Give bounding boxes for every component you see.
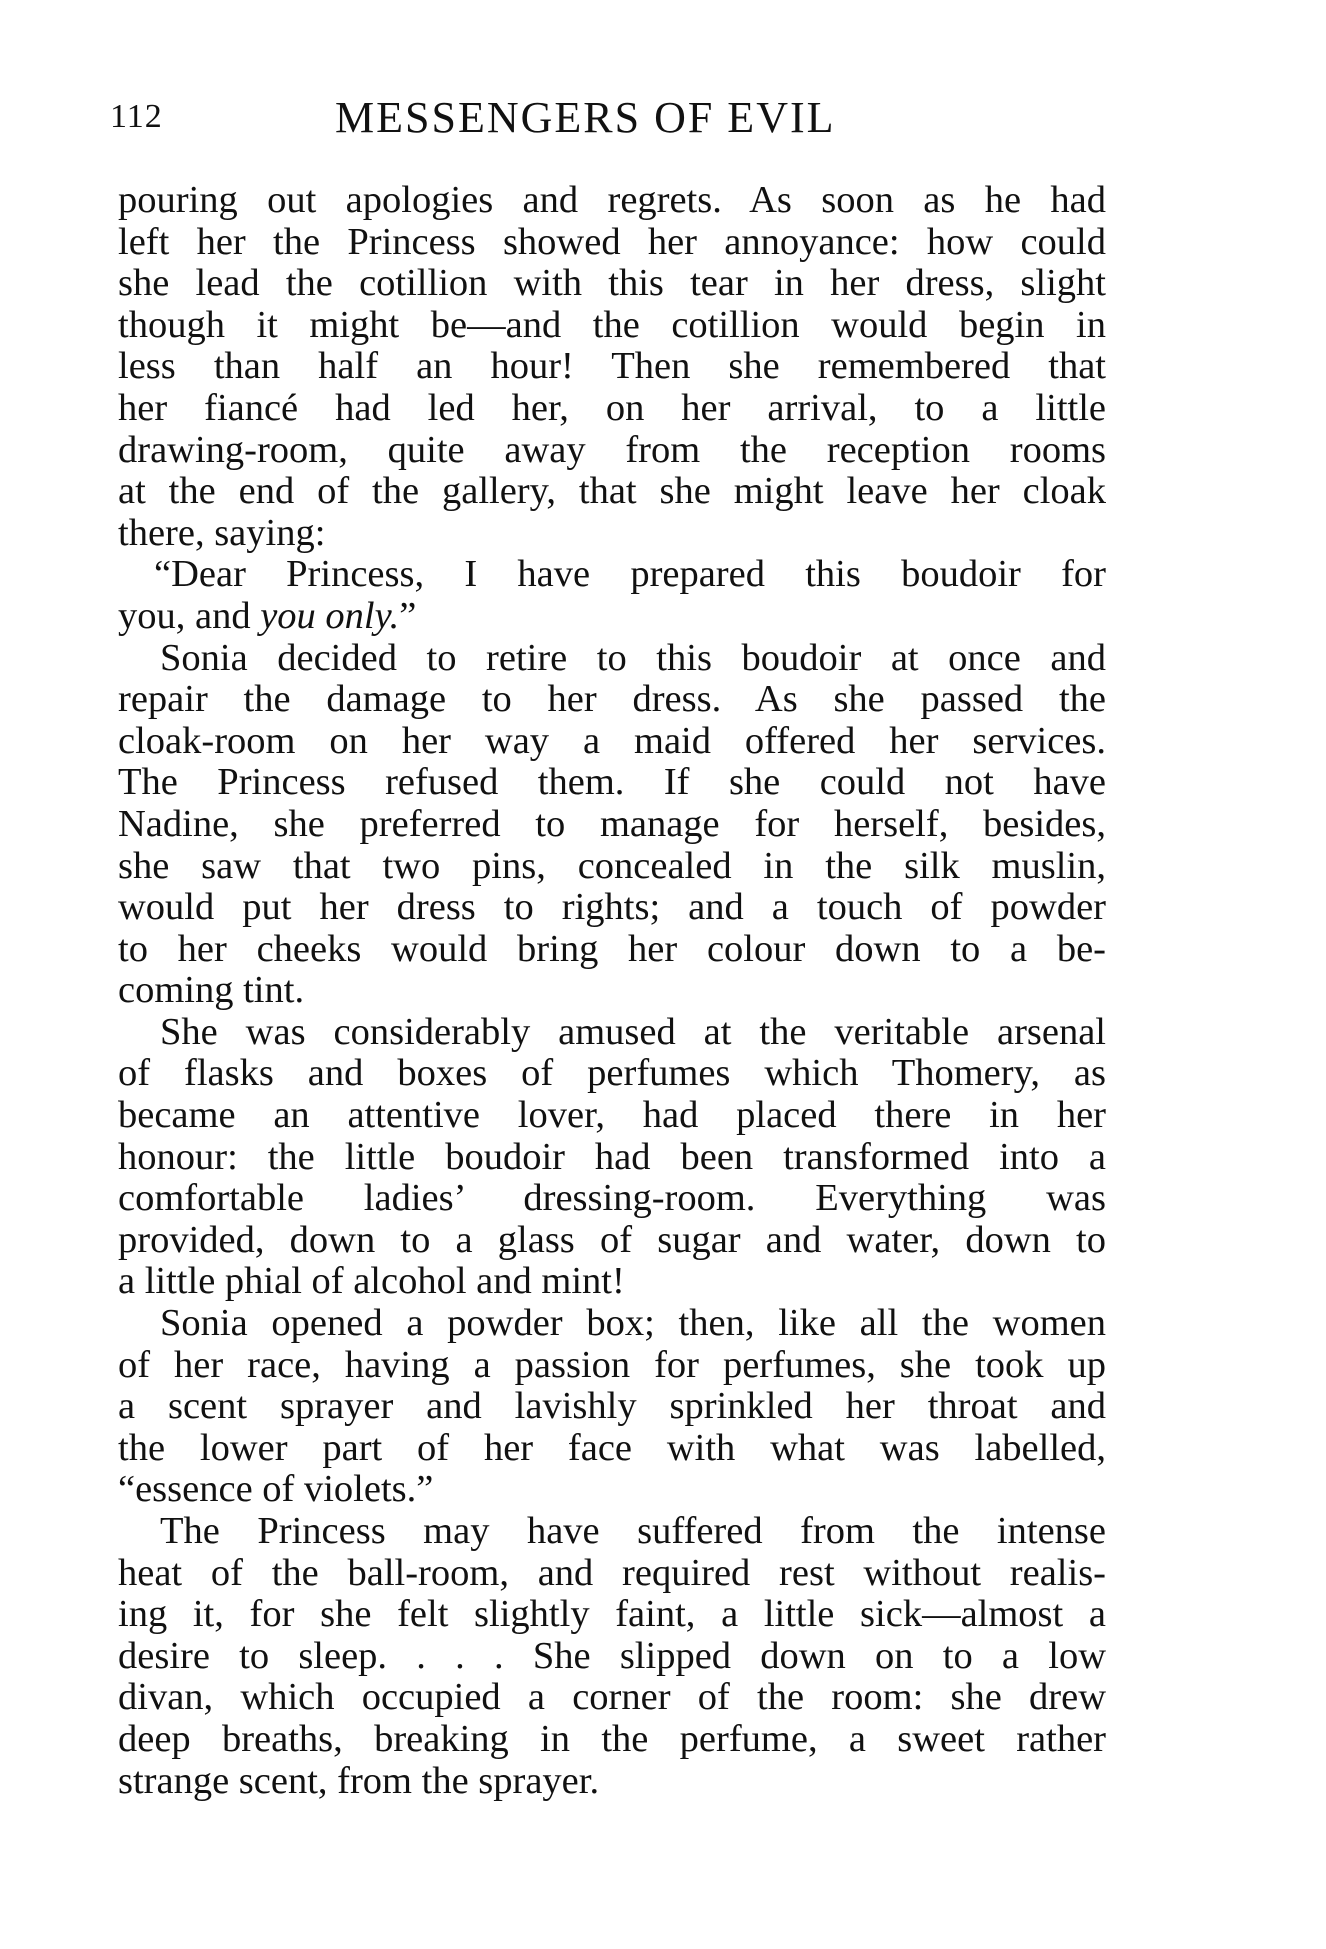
text-line: cloak-room on her way a maid offered her services. <box>118 719 1106 762</box>
page-number: 112 <box>110 98 163 135</box>
text-line: divan, which occupied a corner of the room: she drew <box>118 1676 1106 1719</box>
text-line: there, saying: <box>118 511 326 554</box>
text-line <box>118 596 1106 638</box>
paragraph-first-line: Sonia decided to retire to this boudoir at once and <box>160 636 1106 679</box>
italic-text: you only. <box>260 594 400 637</box>
text-line: left her the Princess showed her annoyance: how could <box>118 220 1106 263</box>
text-line: her fiancé had led her, on her arrival, to a little <box>118 386 1106 429</box>
text-line: pouring out apologies and regrets. As soon as he had <box>118 179 1106 221</box>
text-line: drawing-room, quite away from the reception rooms <box>118 428 1106 471</box>
text-line: deep breaths, breaking in the perfume, a sweet rather <box>118 1717 1106 1760</box>
page-header <box>110 92 1110 142</box>
text-line: The Princess refused them. If she could not have <box>118 761 1106 804</box>
text-line: honour: the little boudoir had been transformed into a <box>118 1135 1106 1178</box>
text-line: coming tint. <box>118 969 305 1012</box>
text-line: strange scent, from the sprayer. <box>118 1759 600 1802</box>
paragraph-first-line: She was considerably amused at the veritable arsenal <box>160 1010 1106 1053</box>
running-title: MESSENGERS OF EVIL <box>335 93 836 142</box>
paragraph-first-line: Sonia opened a powder box; then, like all the women <box>160 1302 1106 1345</box>
text-line: she lead the cotillion with this tear in her dress, slight <box>118 262 1106 305</box>
text-line: “essence of violets.” <box>118 1468 434 1511</box>
text-line: became an attentive lover, had placed there in her <box>118 1094 1106 1137</box>
text-line: to her cheeks would bring her colour down to a be- <box>118 927 1106 970</box>
text-line: a little phial of alcohol and mint! <box>118 1260 625 1303</box>
text-line: repair the damage to her dress. As she passed the <box>118 678 1106 721</box>
text-line: she saw that two pins, concealed in the silk muslin, <box>118 844 1106 887</box>
text-line: at the end of the gallery, that she might leave her cloak <box>118 470 1106 513</box>
text-line: ing it, for she felt slightly faint, a little sick—almost a <box>118 1593 1106 1636</box>
text-line: heat of the ball-room, and required rest without realis- <box>118 1551 1106 1594</box>
text-line: desire to sleep. . . . She slipped down on to a low <box>118 1634 1106 1677</box>
text-run: ” <box>399 594 417 637</box>
text-run: you, and <box>118 594 261 637</box>
text-line: comfortable ladies’ dressing-room. Everything was <box>118 1177 1106 1220</box>
body-text <box>118 180 1106 1802</box>
text-line: provided, down to a glass of sugar and water, down to <box>118 1218 1106 1261</box>
paragraph-first-line: “Dear Princess, I have prepared this boudoir for <box>154 553 1106 596</box>
text-line: less than half an hour! Then she remembered that <box>118 345 1106 388</box>
text-line: though it might be—and the cotillion would begin in <box>118 303 1106 346</box>
text-line: of her race, having a passion for perfumes, she took up <box>118 1343 1106 1386</box>
text-line: the lower part of her face with what was labelled, <box>118 1426 1106 1469</box>
text-line: would put her dress to rights; and a touch of powder <box>118 886 1106 929</box>
text-line: Nadine, she preferred to manage for herself, besides, <box>118 802 1106 845</box>
paragraph-first-line: The Princess may have suffered from the intense <box>160 1510 1106 1552</box>
text-line: of flasks and boxes of perfumes which Thomery, as <box>118 1052 1106 1095</box>
text-line: a scent sprayer and lavishly sprinkled her throat and <box>118 1385 1106 1428</box>
